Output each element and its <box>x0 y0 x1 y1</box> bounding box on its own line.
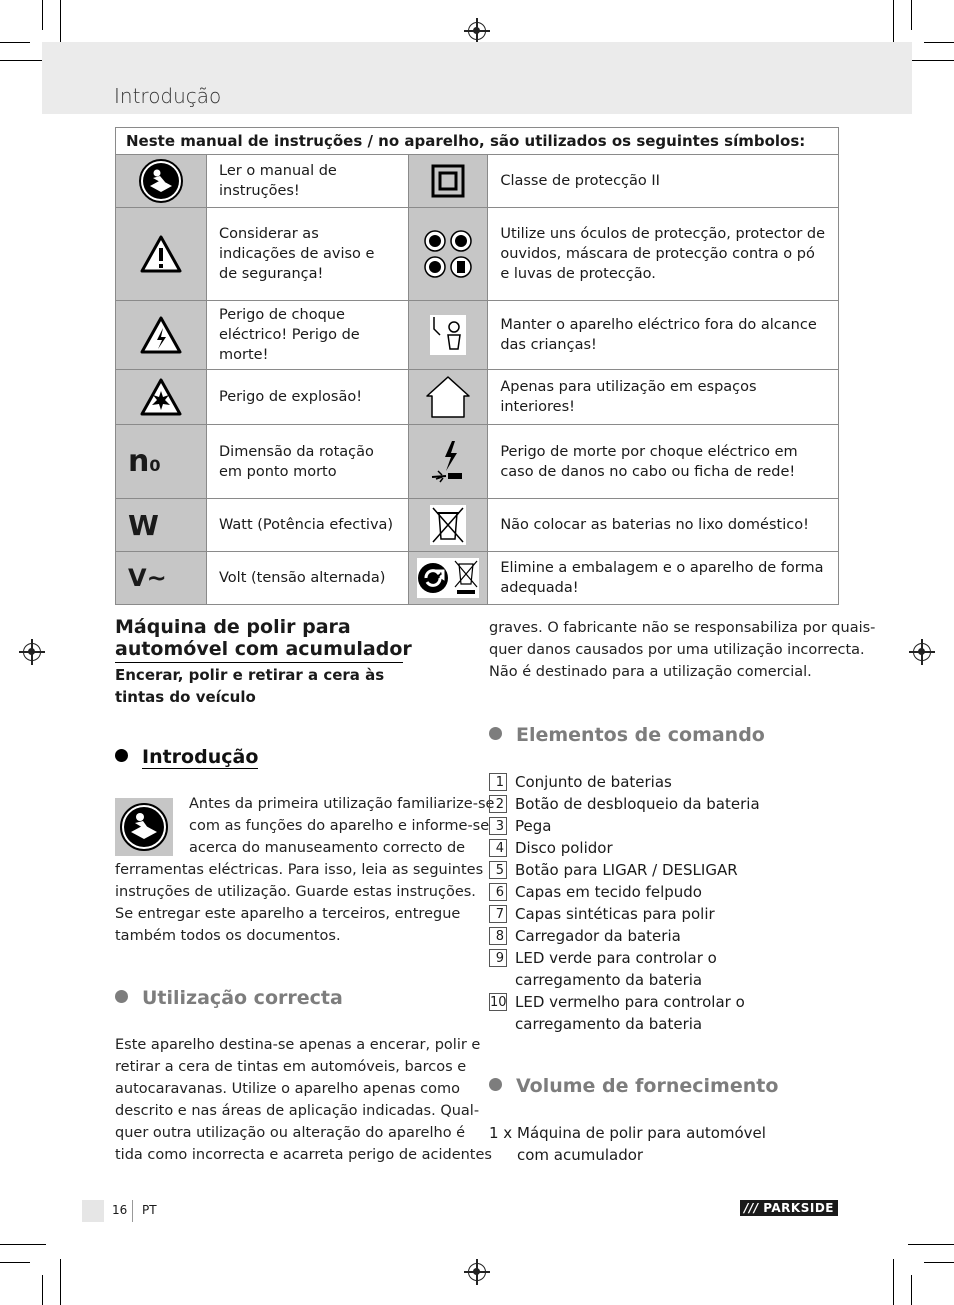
symbol-text: Apenas para utilização em espaços interiores! <box>488 370 839 425</box>
text-line: instruções de utilização. Guarde estas instruções. <box>115 884 476 900</box>
text-line: também todos os documentos. <box>115 928 341 944</box>
crop-mark <box>893 0 894 46</box>
item-number: 6 <box>489 883 507 901</box>
crop-mark <box>60 0 61 46</box>
bullet-icon <box>489 1078 502 1091</box>
page-marker <box>82 1200 104 1222</box>
item-number: 9 <box>489 949 507 967</box>
crop-mark <box>0 42 30 43</box>
list-item <box>489 947 760 991</box>
crop-mark <box>924 42 954 43</box>
n0-glyph: n <box>128 444 150 479</box>
intro-heading <box>115 746 258 768</box>
text-line: quer danos causados por uma utilização incorrecta. <box>489 642 865 658</box>
intro-text-top <box>189 793 494 859</box>
item-number: 2 <box>489 795 507 813</box>
item-label: Capas sintéticas para polir <box>515 905 715 923</box>
item-label: Botão para LIGAR / DESLIGAR <box>515 861 738 879</box>
list-item <box>489 903 760 925</box>
symbols-table-caption: Neste manual de instruções / no aparelho, são utilizados os seguintes símbolos: <box>116 128 839 155</box>
volt-glyph: V~ <box>128 564 167 592</box>
protective-equipment-icon <box>409 208 488 301</box>
footer-divider <box>132 1200 133 1222</box>
watt-glyph: W <box>128 508 159 542</box>
crop-mark <box>60 1259 61 1305</box>
delivery-label-line: Máquina de polir para automóvel <box>517 1124 766 1142</box>
item-number: 1 <box>489 773 507 791</box>
delivery-label <box>517 1122 766 1166</box>
symbol-text: Utilize uns óculos de protecção, protector de ouvidos, máscara de protecção contra o pó e luvas de protecção. <box>488 208 839 301</box>
delivery-quantity: 1 x <box>489 1124 513 1142</box>
bullet-icon <box>489 727 502 740</box>
item-number: 4 <box>489 839 507 857</box>
correct-use-heading <box>115 987 343 1009</box>
damaged-cable-icon <box>409 425 488 499</box>
item-number: 8 <box>489 927 507 945</box>
title-underline <box>115 662 403 663</box>
crop-mark <box>893 1259 894 1305</box>
symbol-text: Manter o aparelho eléctrico fora do alcance das crianças! <box>488 301 839 370</box>
item-label-line: carregamento da bateria <box>515 971 703 989</box>
electric-shock-icon <box>116 301 207 370</box>
intro-heading-label: Introdução <box>142 746 259 768</box>
text-line: quer outra utilização ou alteração do aparelho é <box>115 1125 466 1141</box>
text-line: retirar a cera de tintas em automóveis, barcos e <box>115 1059 467 1075</box>
symbol-text: Perigo de morte por choque eléctrico em caso de danos no cabo ou ficha de rede! <box>488 425 839 499</box>
registration-mark-icon <box>468 1263 486 1281</box>
item-number: 7 <box>489 905 507 923</box>
item-number: 3 <box>489 817 507 835</box>
page-number: 16 <box>112 1203 128 1217</box>
product-title-line: Máquina de polir para <box>115 616 351 638</box>
delivery-heading <box>489 1075 778 1097</box>
symbol-text: Dimensão da rotação em ponto morto <box>207 425 409 499</box>
item-label: Disco polidor <box>515 839 613 857</box>
crop-mark <box>908 60 954 61</box>
product-title <box>115 616 412 660</box>
symbol-text: Elimine a embalagem e o aparelho de forma adequada! <box>488 552 839 605</box>
no-load-speed-icon <box>116 425 207 499</box>
disposal-icon <box>409 552 488 605</box>
symbol-text: Volt (tensão alternada) <box>207 552 409 605</box>
crop-mark <box>911 1275 912 1305</box>
product-subtitle-line: tintas do veículo <box>115 688 256 706</box>
symbol-text: Não colocar as baterias no lixo doméstico! <box>488 499 839 552</box>
text-line: ferramentas eléctricas. Para isso, leia as seguintes <box>115 862 484 878</box>
crop-mark <box>908 1244 954 1245</box>
list-item <box>489 815 760 837</box>
controls-list <box>489 771 760 1035</box>
symbol-text: Classe de protecção II <box>488 155 839 208</box>
crop-mark <box>42 0 43 30</box>
list-item <box>489 925 760 947</box>
text-line: com as funções do aparelho e informe-se <box>189 818 490 834</box>
explosion-icon <box>116 370 207 425</box>
correct-use-heading-label: Utilização correcta <box>142 987 343 1009</box>
controls-heading <box>489 724 765 746</box>
list-item <box>489 859 760 881</box>
item-label: Pega <box>515 817 552 835</box>
item-label: Botão de desbloqueio da bateria <box>515 795 760 813</box>
registration-mark-icon <box>913 643 931 661</box>
symbol-text: Considerar as indicações de aviso e de segurança! <box>207 208 409 301</box>
item-label-line: LED vermelho para controlar o <box>515 993 745 1011</box>
symbol-text: Perigo de choque eléctrico! Perigo de morte! <box>207 301 409 370</box>
correct-use-text <box>115 1034 492 1166</box>
delivery-label-line: com acumulador <box>517 1146 644 1164</box>
crop-mark <box>0 1244 46 1245</box>
list-item <box>489 793 760 815</box>
controls-heading-label: Elementos de comando <box>516 724 765 746</box>
text-line: autocaravanas. Utilize o aparelho apenas como <box>115 1081 460 1097</box>
list-item <box>489 771 760 793</box>
text-line: Se entregar este aparelho a terceiros, entregue <box>115 906 461 922</box>
product-subtitle-line: Encerar, polir e retirar a cera às <box>115 666 385 684</box>
delivery-item <box>489 1122 766 1166</box>
registration-mark-icon <box>23 643 41 661</box>
read-manual-icon <box>116 155 207 208</box>
item-label <box>515 947 717 991</box>
symbols-table <box>115 127 839 605</box>
symbol-text: Ler o manual de instruções! <box>207 155 409 208</box>
registration-mark-icon <box>468 22 486 40</box>
item-label <box>515 991 745 1035</box>
warning-triangle-icon <box>116 208 207 301</box>
item-number: 10 <box>490 995 507 1010</box>
n0-subscript: 0 <box>149 456 161 475</box>
crop-mark <box>42 1275 43 1305</box>
text-line: graves. O fabricante não se responsabiliza por quais- <box>489 620 876 636</box>
list-item <box>489 837 760 859</box>
bullet-icon <box>115 749 128 762</box>
list-item <box>489 881 760 903</box>
page-title: Introdução <box>114 84 222 108</box>
language-code: PT <box>142 1203 157 1217</box>
brand-mark: /// <box>744 1201 759 1215</box>
item-label: Carregador da bateria <box>515 927 681 945</box>
product-title-line: automóvel com acumulador <box>115 638 412 660</box>
item-number: 5 <box>489 861 507 879</box>
symbol-text: Watt (Potência efectiva) <box>207 499 409 552</box>
volt-ac-icon <box>116 552 207 605</box>
item-label: Capas em tecido felpudo <box>515 883 702 901</box>
watt-icon <box>116 499 207 552</box>
crop-mark <box>911 0 912 30</box>
item-label: Conjunto de baterias <box>515 773 672 791</box>
delivery-heading-label: Volume de fornecimento <box>516 1075 779 1097</box>
crop-mark <box>0 1262 30 1263</box>
text-line: acerca do manuseamento correcto de <box>189 840 466 856</box>
text-line: tida como incorrecta e acarreta perigo de acidentes <box>115 1147 492 1163</box>
brand-logo <box>740 1200 838 1216</box>
bullet-icon <box>115 990 128 1003</box>
item-label-line: carregamento da bateria <box>515 1015 703 1033</box>
correct-use-continued <box>489 617 875 683</box>
crop-mark <box>0 60 46 61</box>
text-line: Este aparelho destina-se apenas a encerar, polir e <box>115 1037 481 1053</box>
text-line: Antes da primeira utilização familiarize-se <box>189 796 495 812</box>
no-household-waste-battery-icon <box>409 499 488 552</box>
brand-name: PARKSIDE <box>763 1201 834 1215</box>
crop-mark <box>924 1262 954 1263</box>
text-line: descrito e nas áreas de aplicação indicadas. Qual- <box>115 1103 480 1119</box>
symbol-text: Perigo de explosão! <box>207 370 409 425</box>
keep-away-children-icon <box>409 301 488 370</box>
list-item <box>489 991 760 1035</box>
read-manual-icon <box>115 798 173 856</box>
indoor-use-icon <box>409 370 488 425</box>
text-line: Não é destinado para a utilização comercial. <box>489 664 812 680</box>
product-subtitle <box>115 664 384 708</box>
item-label-line: LED verde para controlar o <box>515 949 717 967</box>
intro-text-bottom <box>115 859 483 947</box>
protection-class-ii-icon <box>409 155 488 208</box>
